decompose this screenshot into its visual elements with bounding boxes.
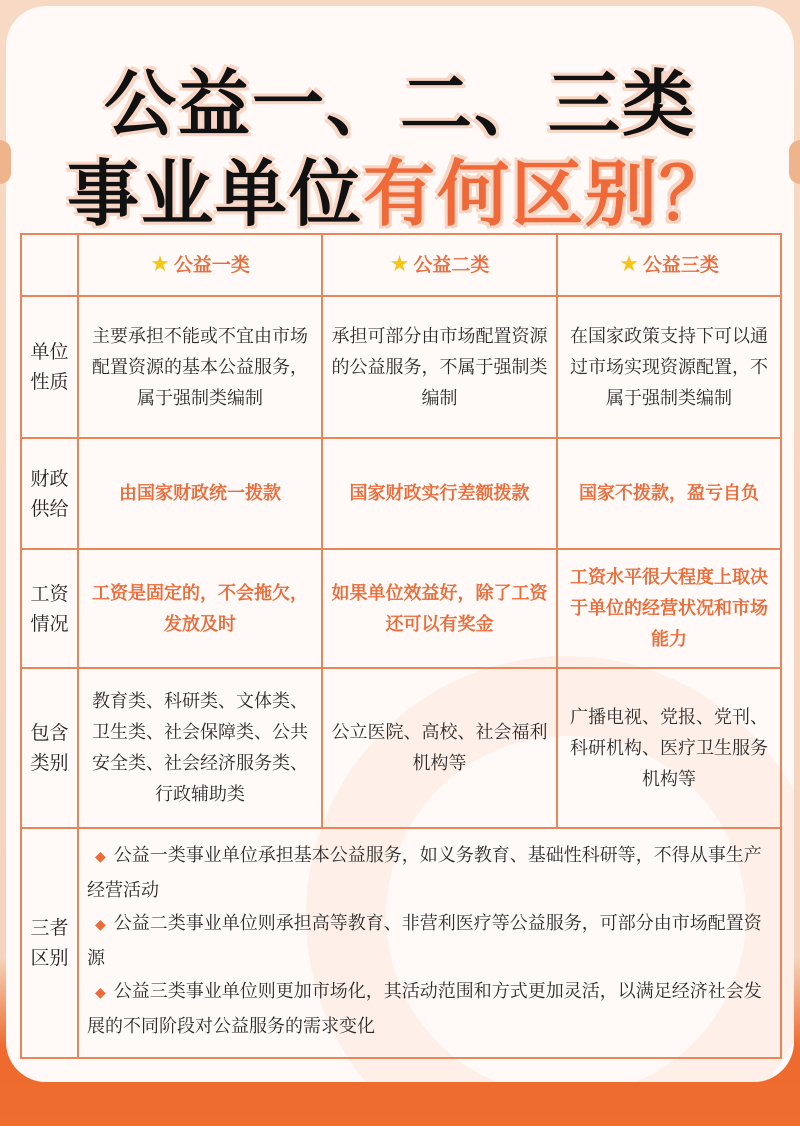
table-cell: 公立医院、高校、社会福利机构等: [322, 668, 557, 828]
star-icon: ★: [150, 252, 170, 277]
table-cell: 国家不拨款，盈亏自负: [557, 438, 781, 549]
difference-item: [87, 907, 772, 975]
header-row: [21, 234, 781, 296]
col-header-2: [322, 234, 557, 296]
table-cell: 如果单位效益好，除了工资还可以有奖金: [322, 549, 557, 668]
corner-cell: [21, 234, 78, 296]
table-row: [21, 296, 781, 438]
star-icon: ★: [619, 252, 639, 277]
table-cell: 由国家财政统一拨款: [78, 438, 322, 549]
difference-item: [87, 839, 772, 907]
title-line2: [0, 136, 800, 240]
table-cell: 工资是固定的，不会拖欠，发放及时: [78, 549, 322, 668]
row-label: 财政 供给: [21, 438, 78, 549]
col-header-3: [557, 234, 781, 296]
title-black: 事业单位: [66, 152, 363, 236]
differences-cell: [78, 828, 781, 1058]
row-label: 包含 类别: [21, 668, 78, 828]
title-line1: 公益一、二、三类: [103, 62, 696, 146]
comparison-table: [20, 233, 782, 1059]
table-cell: 承担可部分由市场配置资源的公益服务，不属于强制类编制: [322, 296, 557, 438]
table-cell: 教育类、科研类、文体类、卫生类、社会保障类、公共安全类、社会经济服务类、行政辅助类: [78, 668, 322, 828]
difference-text: 公益一类事业单位承担基本公益服务，如义务教育、基础性科研等，不得从事生产经营活动: [87, 845, 762, 901]
col-label: 公益三类: [642, 254, 719, 276]
difference-text: 公益二类事业单位则承担高等教育、非营利医疗等公益服务，可部分由市场配置资源: [87, 913, 762, 969]
col-label: 公益一类: [173, 254, 250, 276]
difference-text: 公益三类事业单位则更加市场化，其活动范围和方式更加灵活，以满足经济社会发展的不同阶段对公益服务的需求变化: [87, 981, 762, 1037]
title-orange: 有何区别？: [363, 152, 734, 236]
diamond-icon: ◆: [95, 917, 106, 933]
table-row: [21, 438, 781, 549]
row-label: 三者 区别: [21, 828, 78, 1058]
table-row: [21, 668, 781, 828]
row-label: 单位 性质: [21, 296, 78, 438]
table-cell: 国家财政实行差额拨款: [322, 438, 557, 549]
table-cell: 工资水平很大程度上取决于单位的经营状况和市场能力: [557, 549, 781, 668]
star-icon: ★: [389, 252, 410, 277]
difference-item: [87, 975, 772, 1043]
table-cell: 主要承担不能或不宜由市场配置资源的基本公益服务，属于强制类编制: [78, 296, 322, 438]
table-cell: 在国家政策支持下可以通过市场实现资源配置，不属于强制类编制: [557, 296, 781, 438]
diamond-icon: ◆: [95, 985, 106, 1001]
row-label: 工资 情况: [21, 549, 78, 668]
table-cell: 广播电视、党报、党刊、科研机构、医疗卫生服务机构等: [557, 668, 781, 828]
diamond-icon: ◆: [95, 849, 106, 865]
differences-row: [21, 828, 781, 1058]
col-label: 公益二类: [413, 254, 490, 276]
table-row: [21, 549, 781, 668]
col-header-1: [78, 234, 322, 296]
